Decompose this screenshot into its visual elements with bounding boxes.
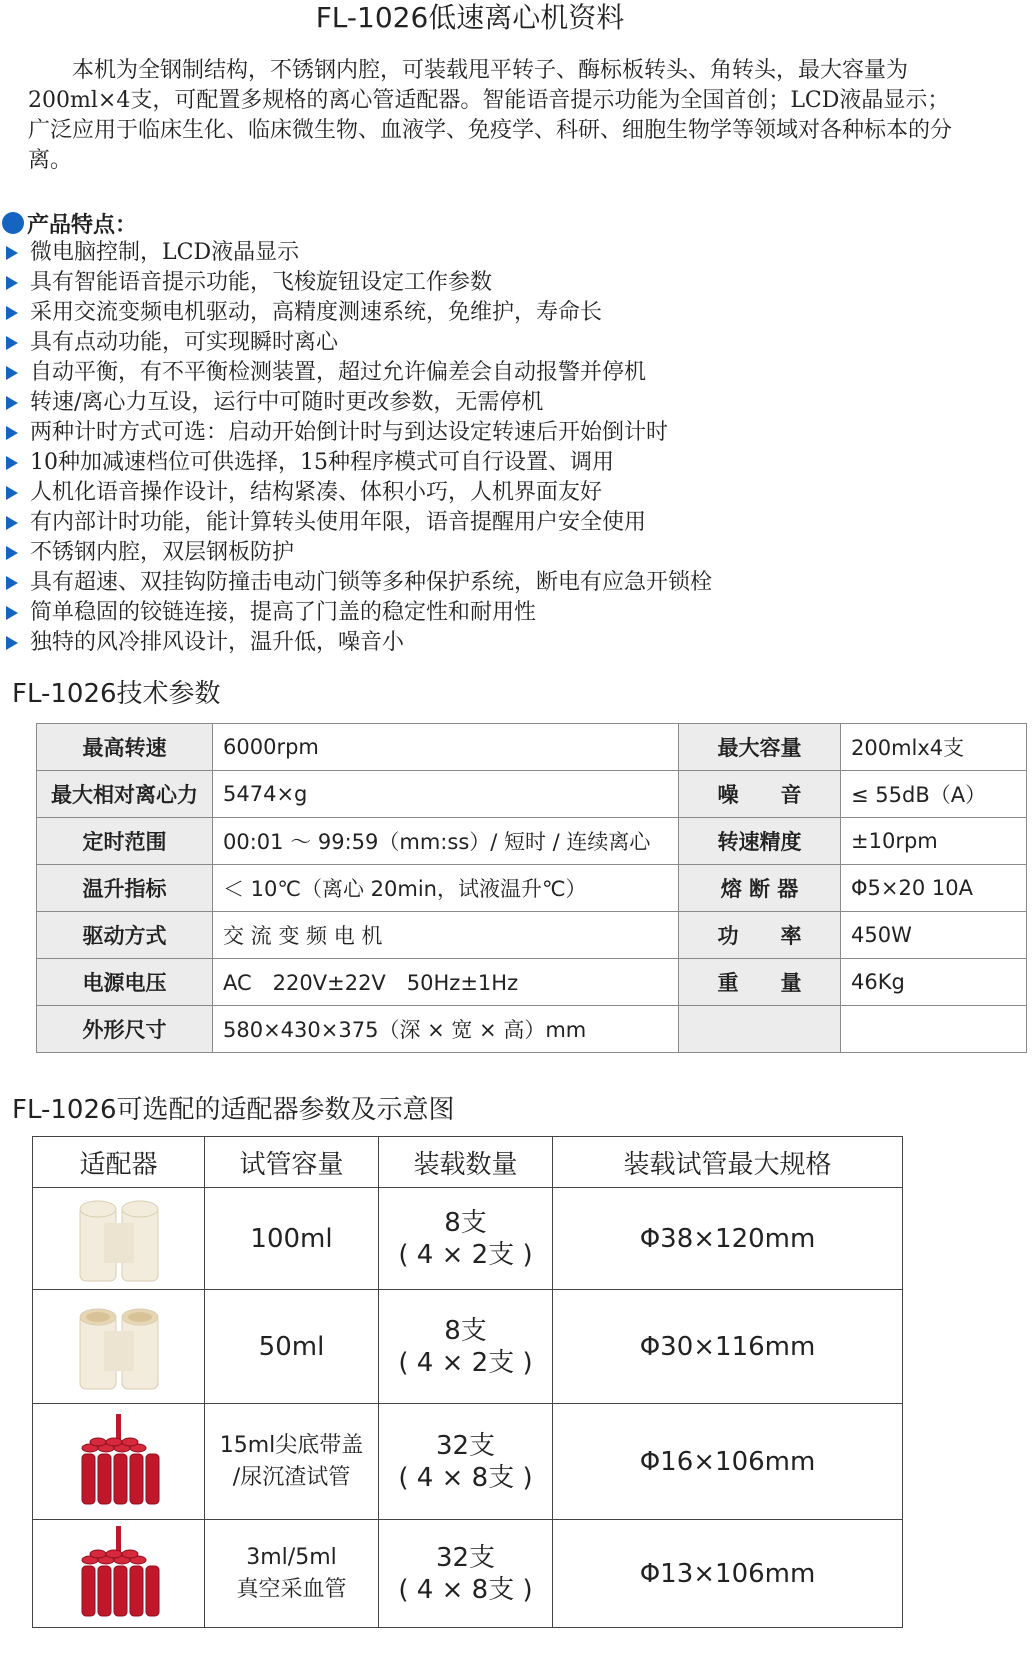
adapter-image-cell [33,1290,205,1404]
spec-row [37,818,1027,865]
spec-label: 外形尺寸 [37,1006,213,1053]
capacity-line: 真空采血管 [236,1576,347,1602]
spec-label: 转速精度 [679,818,841,865]
adapter-image-cell [33,1404,205,1520]
spec-value: 200mlx4支 [841,724,1027,771]
adapter-capacity [205,1404,379,1520]
spec-row [37,724,1027,771]
quantity-total: 8支 [444,1315,487,1346]
spec-label: 驱动方式 [37,912,213,959]
spec-value: 交 流 变 频 电 机 [213,912,679,959]
adapter-table [32,1136,903,1628]
quantity-total: 32支 [435,1430,496,1461]
intro-paragraph: 本机为全钢制结构，不锈钢内腔，可装载甩平转子、酶标板转头、角转头，最大容量为200ml×4支，可配置多规格的离心管适配器。智能语音提示功能为全国首创；LCD液晶显示；广泛应用于临床生化、临床微生物、血液学、免疫学、科研、细胞生物学等领域对各种标本的分离。 [28,58,953,173]
triangle-bullet-icon [6,546,18,560]
list-item: 具有智能语音提示功能，飞梭旋钮设定工作参数 [4,268,712,298]
spec-label: 定时范围 [37,818,213,865]
red-8-tube-adapter-image [33,1414,204,1510]
list-item: 10种加减速档位可供选择，15种程序模式可自行设置、调用 [4,448,712,478]
triangle-bullet-icon [6,366,18,380]
spec-value: 00:01 ～ 99:59（mm:ss）/ 短时 / 连续离心 [213,818,679,865]
white-2-tube-adapter-image [33,1193,204,1285]
white-2-tube-adapter-image [33,1301,204,1393]
adapter-max-spec: Φ38×120mm [553,1188,903,1290]
feature-list [4,238,712,658]
list-item: 具有超速、双挂钩防撞击电动门锁等多种保护系统，断电有应急开锁栓 [4,568,712,598]
spec-value: ≤ 55dB（A） [841,771,1027,818]
features-heading-label: 产品特点： [27,211,138,238]
column-header: 适配器 [33,1137,205,1188]
adapter-capacity [205,1290,379,1404]
spec-value [841,1006,1027,1053]
triangle-bullet-icon [6,246,18,260]
spec-row [37,771,1027,818]
adapter-row [33,1520,903,1628]
adapter-image-cell [33,1520,205,1628]
spec-label: 最高转速 [37,724,213,771]
list-item: 两种计时方式可选：启动开始倒计时与到达设定转速后开始倒计时 [4,418,712,448]
capacity-line: 3ml/5ml [246,1544,337,1570]
adapter-quantity [379,1290,553,1404]
list-item: 有内部计时功能，能计算转头使用年限，语音提醒用户安全使用 [4,508,712,538]
list-item: 自动平衡，有不平衡检测装置，超过允许偏差会自动报警并停机 [4,358,712,388]
red-8-tube-adapter-image [33,1526,204,1622]
triangle-bullet-icon [6,456,18,470]
spec-value: 580×430×375（深 × 宽 × 高）mm [213,1006,679,1053]
spec-value: 46Kg [841,959,1027,1006]
spec-value: 5474×g [213,771,679,818]
spec-row [37,912,1027,959]
spec-label: 温升指标 [37,865,213,912]
triangle-bullet-icon [6,276,18,290]
column-header: 装载试管最大规格 [553,1137,903,1188]
adapter-max-spec: Φ30×116mm [553,1290,903,1404]
triangle-bullet-icon [6,426,18,440]
quantity-breakdown: ( 4 × 8支 ) [398,1462,533,1493]
triangle-bullet-icon [6,576,18,590]
list-item: 采用交流变频电机驱动，高精度测速系统，免维护，寿命长 [4,298,712,328]
spec-label: 熔 断 器 [679,865,841,912]
list-item: 具有点动功能，可实现瞬时离心 [4,328,712,358]
adapter-section-title: FL-1026可选配的适配器参数及示意图 [12,1095,455,1125]
triangle-bullet-icon [6,306,18,320]
adapter-image-cell [33,1188,205,1290]
spec-label: 最大容量 [679,724,841,771]
triangle-bullet-icon [6,516,18,530]
triangle-bullet-icon [6,396,18,410]
adapter-row [33,1404,903,1520]
adapter-max-spec: Φ16×106mm [553,1404,903,1520]
adapter-row [33,1290,903,1404]
triangle-bullet-icon [6,606,18,620]
capacity-line: 50ml [258,1331,325,1362]
capacity-line: /尿沉渣试管 [232,1464,351,1490]
spec-value: Φ5×20 10A [841,865,1027,912]
list-item: 简单稳固的铰链连接，提高了门盖的稳定性和耐用性 [4,598,712,628]
bullet-dot-icon [2,212,24,234]
quantity-breakdown: ( 4 × 2支 ) [398,1347,533,1378]
spec-value: 6000rpm [213,724,679,771]
spec-label: 电源电压 [37,959,213,1006]
adapter-row [33,1188,903,1290]
capacity-line: 15ml尖底带盖 [219,1432,364,1458]
adapter-quantity [379,1404,553,1520]
quantity-breakdown: ( 4 × 2支 ) [398,1239,533,1270]
spec-label: 功 率 [679,912,841,959]
spec-value: ＜ 10℃（离心 20min，试液温升℃） [213,865,679,912]
column-header: 试管容量 [205,1137,379,1188]
triangle-bullet-icon [6,486,18,500]
spec-value: 450W [841,912,1027,959]
adapter-capacity [205,1188,379,1290]
adapter-capacity [205,1520,379,1628]
spec-label: 噪 音 [679,771,841,818]
quantity-total: 8支 [444,1207,487,1238]
page-title: FL-1026低速离心机资料 [315,1,625,34]
spec-section-title: FL-1026技术参数 [12,679,221,709]
adapter-quantity [379,1520,553,1628]
features-heading [2,208,137,238]
spec-row [37,959,1027,1006]
quantity-breakdown: ( 4 × 8支 ) [398,1574,533,1605]
spec-value: AC 220V±22V 50Hz±1Hz [213,959,679,1006]
triangle-bullet-icon [6,636,18,650]
list-item: 不锈钢内腔，双层钢板防护 [4,538,712,568]
spec-label: 最大相对离心力 [37,771,213,818]
adapter-quantity [379,1188,553,1290]
triangle-bullet-icon [6,336,18,350]
list-item: 转速/离心力互设，运行中可随时更改参数，无需停机 [4,388,712,418]
adapter-max-spec: Φ13×106mm [553,1520,903,1628]
adapter-header-row [33,1137,903,1188]
column-header: 装载数量 [379,1137,553,1188]
spec-row [37,1006,1027,1053]
spec-label: 重 量 [679,959,841,1006]
spec-label [679,1006,841,1053]
list-item: 微电脑控制，LCD液晶显示 [4,238,712,268]
capacity-line: 100ml [250,1223,333,1254]
quantity-total: 32支 [435,1542,496,1573]
list-item: 人机化语音操作设计，结构紧凑、体积小巧，人机界面友好 [4,478,712,508]
spec-row [37,865,1027,912]
list-item: 独特的风冷排风设计，温升低，噪音小 [4,628,712,658]
spec-value: ±10rpm [841,818,1027,865]
spec-table [36,723,1027,1053]
